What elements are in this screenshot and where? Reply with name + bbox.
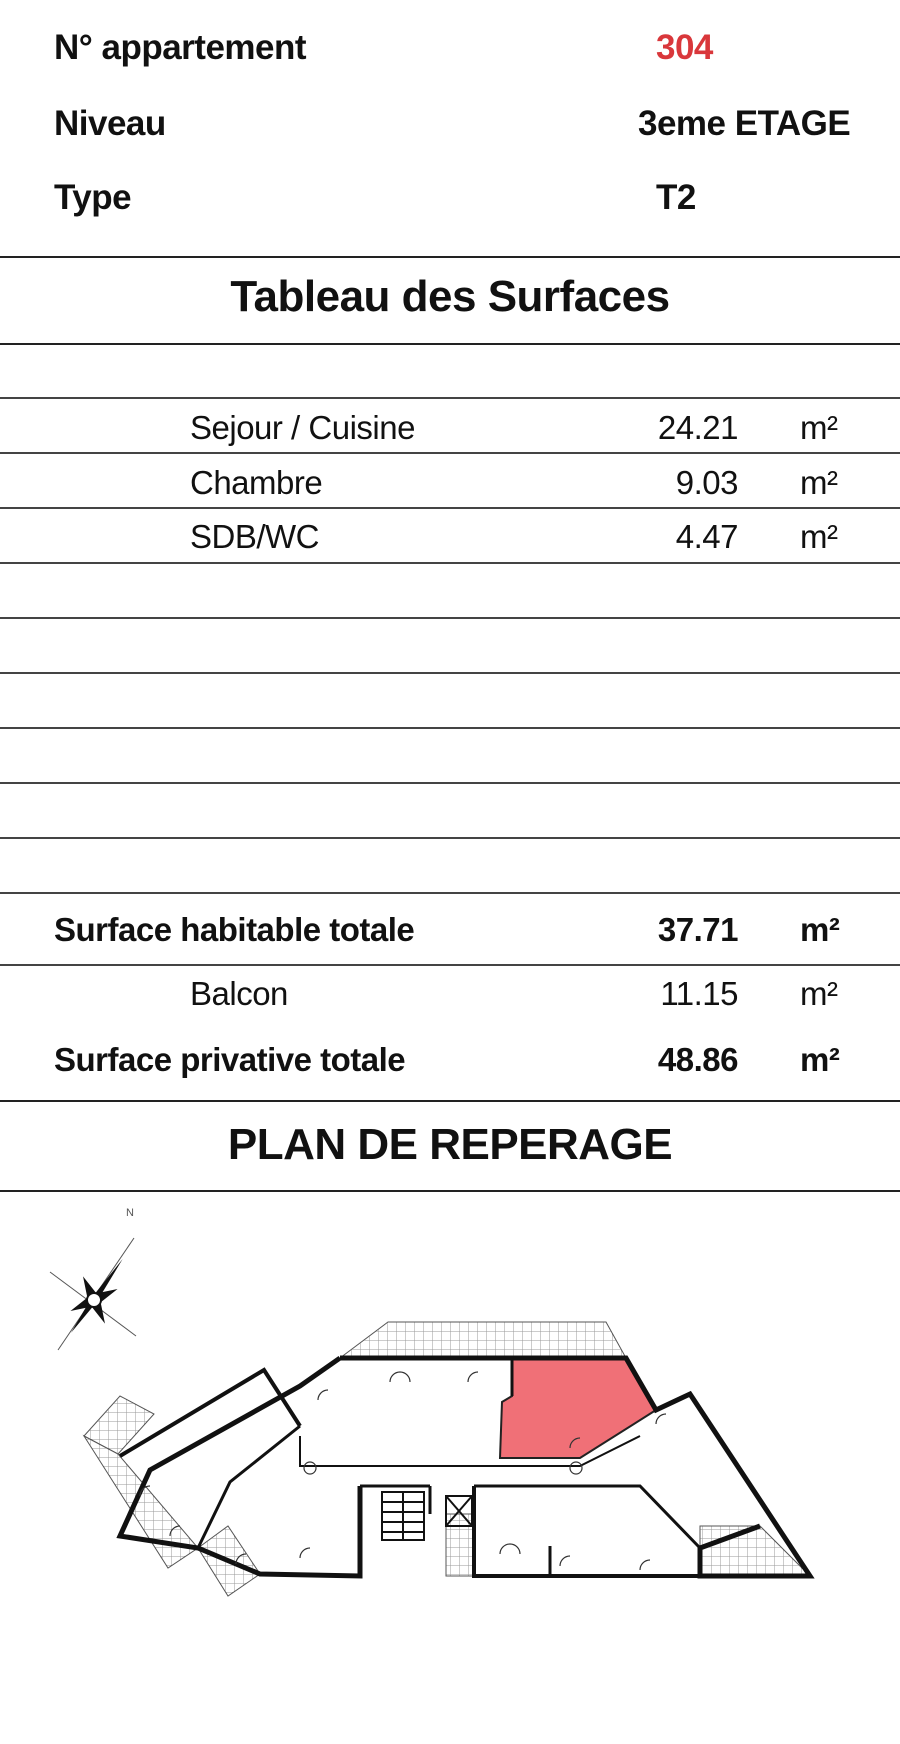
total-private-row <box>0 1034 900 1086</box>
room-name: SDB/WC <box>190 518 319 555</box>
table-row <box>0 402 900 454</box>
type-row <box>0 168 900 228</box>
table-rule <box>0 782 900 784</box>
table-rule <box>0 617 900 619</box>
apartment-number-value: 304 <box>656 28 713 67</box>
total-habitable-unit: m² <box>800 911 840 948</box>
balcony-row <box>0 968 900 1020</box>
plan-title: PLAN DE REPERAGE <box>227 1120 673 1169</box>
balcony-unit: m² <box>800 975 838 1012</box>
table-rule <box>0 672 900 674</box>
total-habitable-label: Surface habitable totale <box>54 911 415 948</box>
table-row <box>0 511 900 563</box>
room-value: 9.03 <box>675 464 738 501</box>
table-rule <box>0 892 900 894</box>
table-rule <box>0 837 900 839</box>
balcony-value: 11.15 <box>660 975 738 1012</box>
compass-rose-icon <box>50 1207 136 1350</box>
table-rule <box>0 727 900 729</box>
total-habitable-row <box>0 904 900 956</box>
apartment-number-label: N° appartement <box>54 28 307 67</box>
balcony-label: Balcon <box>190 975 288 1012</box>
surfaces-title: Tableau des Surfaces <box>230 272 670 321</box>
apartment-number-row <box>0 18 900 78</box>
divider <box>0 256 900 258</box>
room-unit: m² <box>800 464 838 501</box>
room-value: 24.21 <box>657 409 738 446</box>
svg-text:N: N <box>126 1207 134 1219</box>
table-rule <box>0 397 900 399</box>
total-private-value: 48.86 <box>657 1041 738 1078</box>
floor-plan <box>0 1196 900 1744</box>
type-label: Type <box>54 178 132 217</box>
table-rule <box>0 964 900 966</box>
level-row <box>0 94 900 154</box>
divider <box>0 343 900 345</box>
divider <box>0 1100 900 1102</box>
level-value: 3eme ETAGE <box>638 104 851 143</box>
total-private-unit: m² <box>800 1041 840 1078</box>
stairwell <box>382 1492 424 1540</box>
type-value: T2 <box>656 178 696 217</box>
divider <box>0 1190 900 1192</box>
room-unit: m² <box>800 409 838 446</box>
room-name: Sejour / Cuisine <box>190 409 415 446</box>
room-value: 4.47 <box>675 518 738 555</box>
level-label: Niveau <box>54 104 166 143</box>
total-habitable-value: 37.71 <box>657 911 738 948</box>
table-row <box>0 457 900 509</box>
room-unit: m² <box>800 518 838 555</box>
total-private-label: Surface privative totale <box>54 1041 406 1078</box>
room-name: Chambre <box>190 464 323 501</box>
